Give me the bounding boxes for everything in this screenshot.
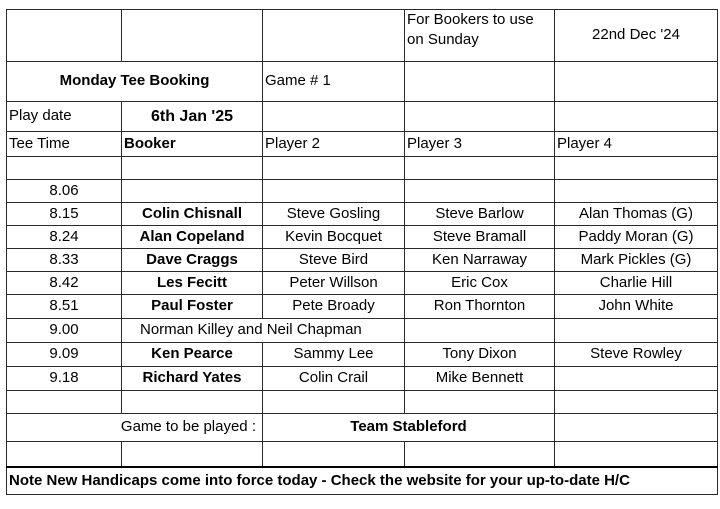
player2-name [263,180,405,203]
tee-time: 9.18 [7,367,122,391]
header-booker: Booker [122,132,263,157]
table-row [7,249,718,272]
player4-name [555,180,718,203]
player4-name: John White [555,295,718,319]
player3-name [405,180,555,203]
table-row [7,272,718,295]
header-player2: Player 2 [263,132,405,157]
booker-name: Dave Craggs [122,249,263,272]
table-row [7,180,718,203]
blank-cell [555,442,718,467]
player3-name: Steve Barlow [405,203,555,226]
blank-cell [263,102,405,132]
player2-name: Steve Gosling [263,203,405,226]
tee-time: 8.15 [7,203,122,226]
tee-time: 8.42 [7,272,122,295]
blank-cell [405,391,555,414]
player2-name: Colin Crail [263,367,405,391]
blank-cell [122,10,263,62]
table-row [7,343,718,367]
table-row [7,295,718,319]
blank-cell [263,10,405,62]
booker-name: Richard Yates [122,367,263,391]
booker-name: Colin Chisnall [122,203,263,226]
footer-note: Note New Handicaps come into force today - Check the website for your up-to-date H/C [7,467,718,495]
game-number: Game # 1 [263,62,405,102]
blank-cell [555,62,718,102]
player4-name: Steve Rowley [555,343,718,367]
blank-cell [405,62,555,102]
blank-cell [263,157,405,180]
blank-cell [405,157,555,180]
player3-name: Ken Narraway [405,249,555,272]
header-player3: Player 3 [405,132,555,157]
player4-name: Charlie Hill [555,272,718,295]
player3-name: Ron Thornton [405,295,555,319]
player2-name: Peter Willson [263,272,405,295]
player4-name [555,367,718,391]
bookers-note: For Bookers to use on Sunday [405,10,555,62]
player4-name: Alan Thomas (G) [555,203,718,226]
table-row [7,367,718,391]
blank-cell [555,391,718,414]
blank-cell [7,10,122,62]
blank-cell [405,319,555,343]
blank-cell [405,102,555,132]
table-row [7,226,718,249]
player2-name: Pete Broady [263,295,405,319]
player4-name: Paddy Moran (G) [555,226,718,249]
tee-time: 8.33 [7,249,122,272]
tee-time: 8.24 [7,226,122,249]
tee-time: 8.06 [7,180,122,203]
tee-time: 9.00 [7,319,122,343]
blank-cell [7,391,122,414]
booker-name [122,180,263,203]
blank-cell [405,442,555,467]
player3-name: Steve Bramall [405,226,555,249]
tee-booking-sheet [6,9,718,495]
blank-cell [122,442,263,467]
sheet-title: Monday Tee Booking [7,62,263,102]
booker-name: Ken Pearce [122,343,263,367]
merged-players: Norman Killey and Neil Chapman [122,319,405,343]
play-date-label: Play date [7,102,122,132]
booker-name: Alan Copeland [122,226,263,249]
blank-cell [7,442,122,467]
blank-cell [122,157,263,180]
player4-name: Mark Pickles (G) [555,249,718,272]
game-type: Team Stableford [263,414,555,442]
blank-cell [555,414,718,442]
player2-name: Steve Bird [263,249,405,272]
header-tee-time: Tee Time [7,132,122,157]
blank-cell [555,102,718,132]
table-row [7,319,718,343]
booker-name: Paul Foster [122,295,263,319]
blank-cell [555,319,718,343]
header-player4: Player 4 [555,132,718,157]
player2-name: Kevin Bocquet [263,226,405,249]
blank-cell [555,157,718,180]
issue-date: 22nd Dec '24 [555,10,718,62]
blank-cell [263,442,405,467]
tee-time: 9.09 [7,343,122,367]
tee-time: 8.51 [7,295,122,319]
play-date: 6th Jan '25 [122,102,263,132]
blank-cell [263,391,405,414]
blank-cell [122,391,263,414]
player2-name: Sammy Lee [263,343,405,367]
player3-name: Tony Dixon [405,343,555,367]
table-row [7,203,718,226]
blank-cell [7,157,122,180]
booker-name: Les Fecitt [122,272,263,295]
player3-name: Mike Bennett [405,367,555,391]
player3-name: Eric Cox [405,272,555,295]
game-label: Game to be played : [7,414,263,442]
